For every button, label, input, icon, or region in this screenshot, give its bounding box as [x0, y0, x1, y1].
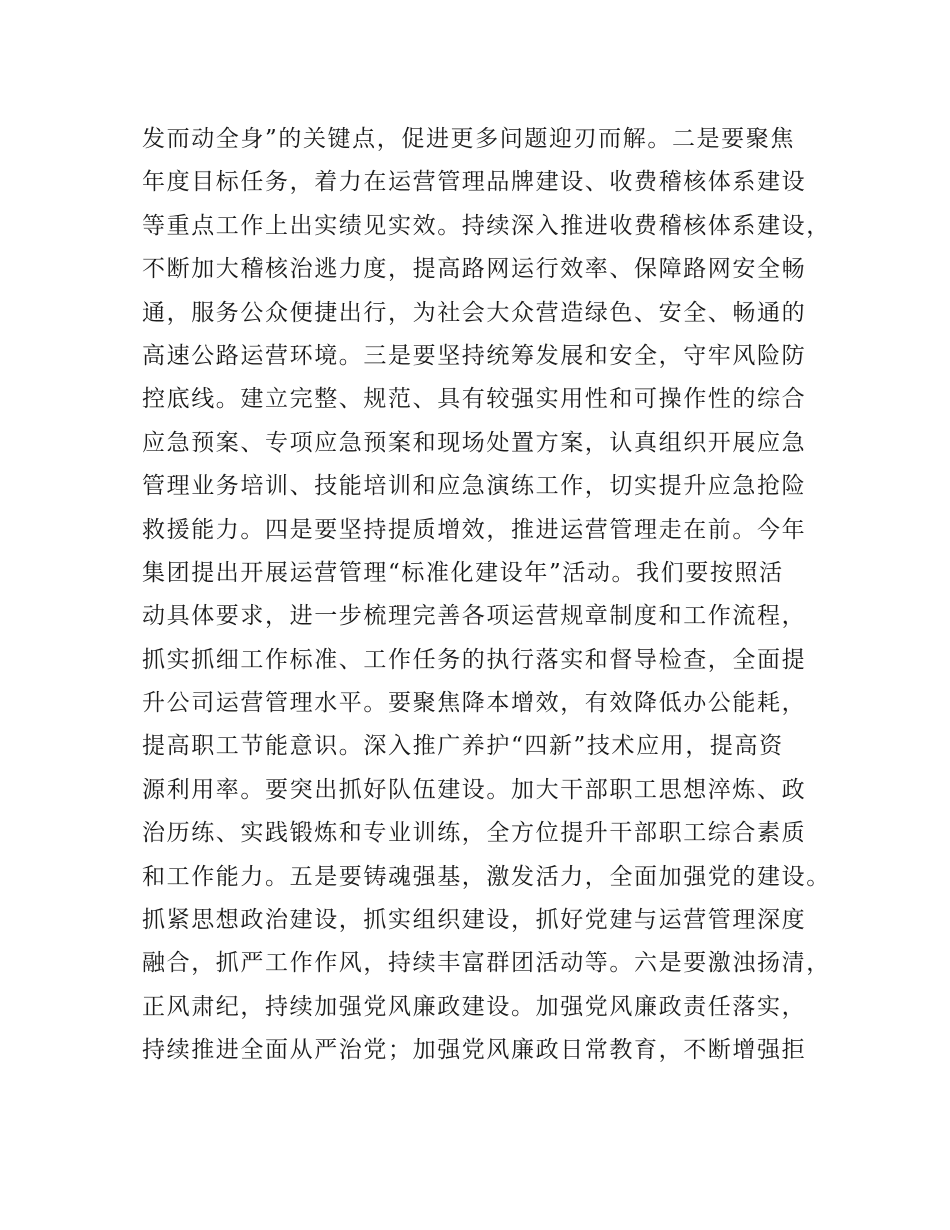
text-line: 抓紧思想政治建设，抓实组织建设，抓好党建与运营管理深度: [142, 907, 807, 934]
text-line: 持续推进全面从严治党；加强党风廉政日常教育，不断增强拒: [142, 1037, 807, 1064]
text-line: 提高职工节能意识。深入推广养护“四新”技术应用，提高资: [142, 733, 784, 760]
text-line: 不断加大稽核治逃力度，提高路网运行效率、保障路网安全畅: [142, 256, 807, 283]
text-line: 高速公路运营环境。三是要坚持统筹发展和安全，守牢风险防: [142, 342, 807, 369]
text-line: 融合，抓严工作作风，持续丰富群团活动等。六是要激浊扬清，: [142, 950, 831, 977]
text-line: 通，服务公众便捷出行，为社会大众营造绿色、安全、畅通的: [142, 299, 807, 326]
text-line: 和工作能力。五是要铸魂强基，激发活力，全面加强党的建设。: [142, 863, 831, 890]
text-line: 正风肃纪，持续加强党风廉政建设。加强党风廉政责任落实，: [142, 993, 807, 1020]
text-line: 控底线。建立完整、规范、具有较强实用性和可操作性的综合: [142, 386, 807, 413]
text-line: 治历练、实践锻炼和专业训练，全方位提升干部职工综合素质: [142, 820, 807, 847]
text-line: 动具体要求，进一步梳理完善各项运营规章制度和工作流程，: [142, 603, 807, 630]
text-line: 集团提出开展运营管理“标准化建设年”活动。我们要按照活: [142, 559, 784, 586]
text-line: 救援能力。四是要坚持提质增效，推进运营管理走在前。今年: [142, 516, 807, 543]
text-line: 应急预案、专项应急预案和现场处置方案，认真组织开展应急: [142, 429, 807, 456]
text-line: 年度目标任务，着力在运营管理品牌建设、收费稽核体系建设: [142, 169, 807, 196]
text-line: 升公司运营管理水平。要聚焦降本增效，有效降低办公能耗，: [142, 690, 807, 717]
text-line: 抓实抓细工作标准、工作任务的执行落实和督导检查，全面提: [142, 646, 807, 673]
text-line: 等重点工作上出实绩见实效。持续深入推进收费稽核体系建设，: [142, 212, 831, 239]
text-line: 发而动全身”的关键点，促进更多问题迎刃而解。二是要聚焦: [142, 126, 795, 152]
text-line: 源利用率。要突出抓好队伍建设。加大干部职工思想淬炼、政: [142, 776, 807, 803]
text-line: 管理业务培训、技能培训和应急演练工作，切实提升应急抢险: [142, 473, 807, 500]
body-text: [142, 118, 842, 1073]
